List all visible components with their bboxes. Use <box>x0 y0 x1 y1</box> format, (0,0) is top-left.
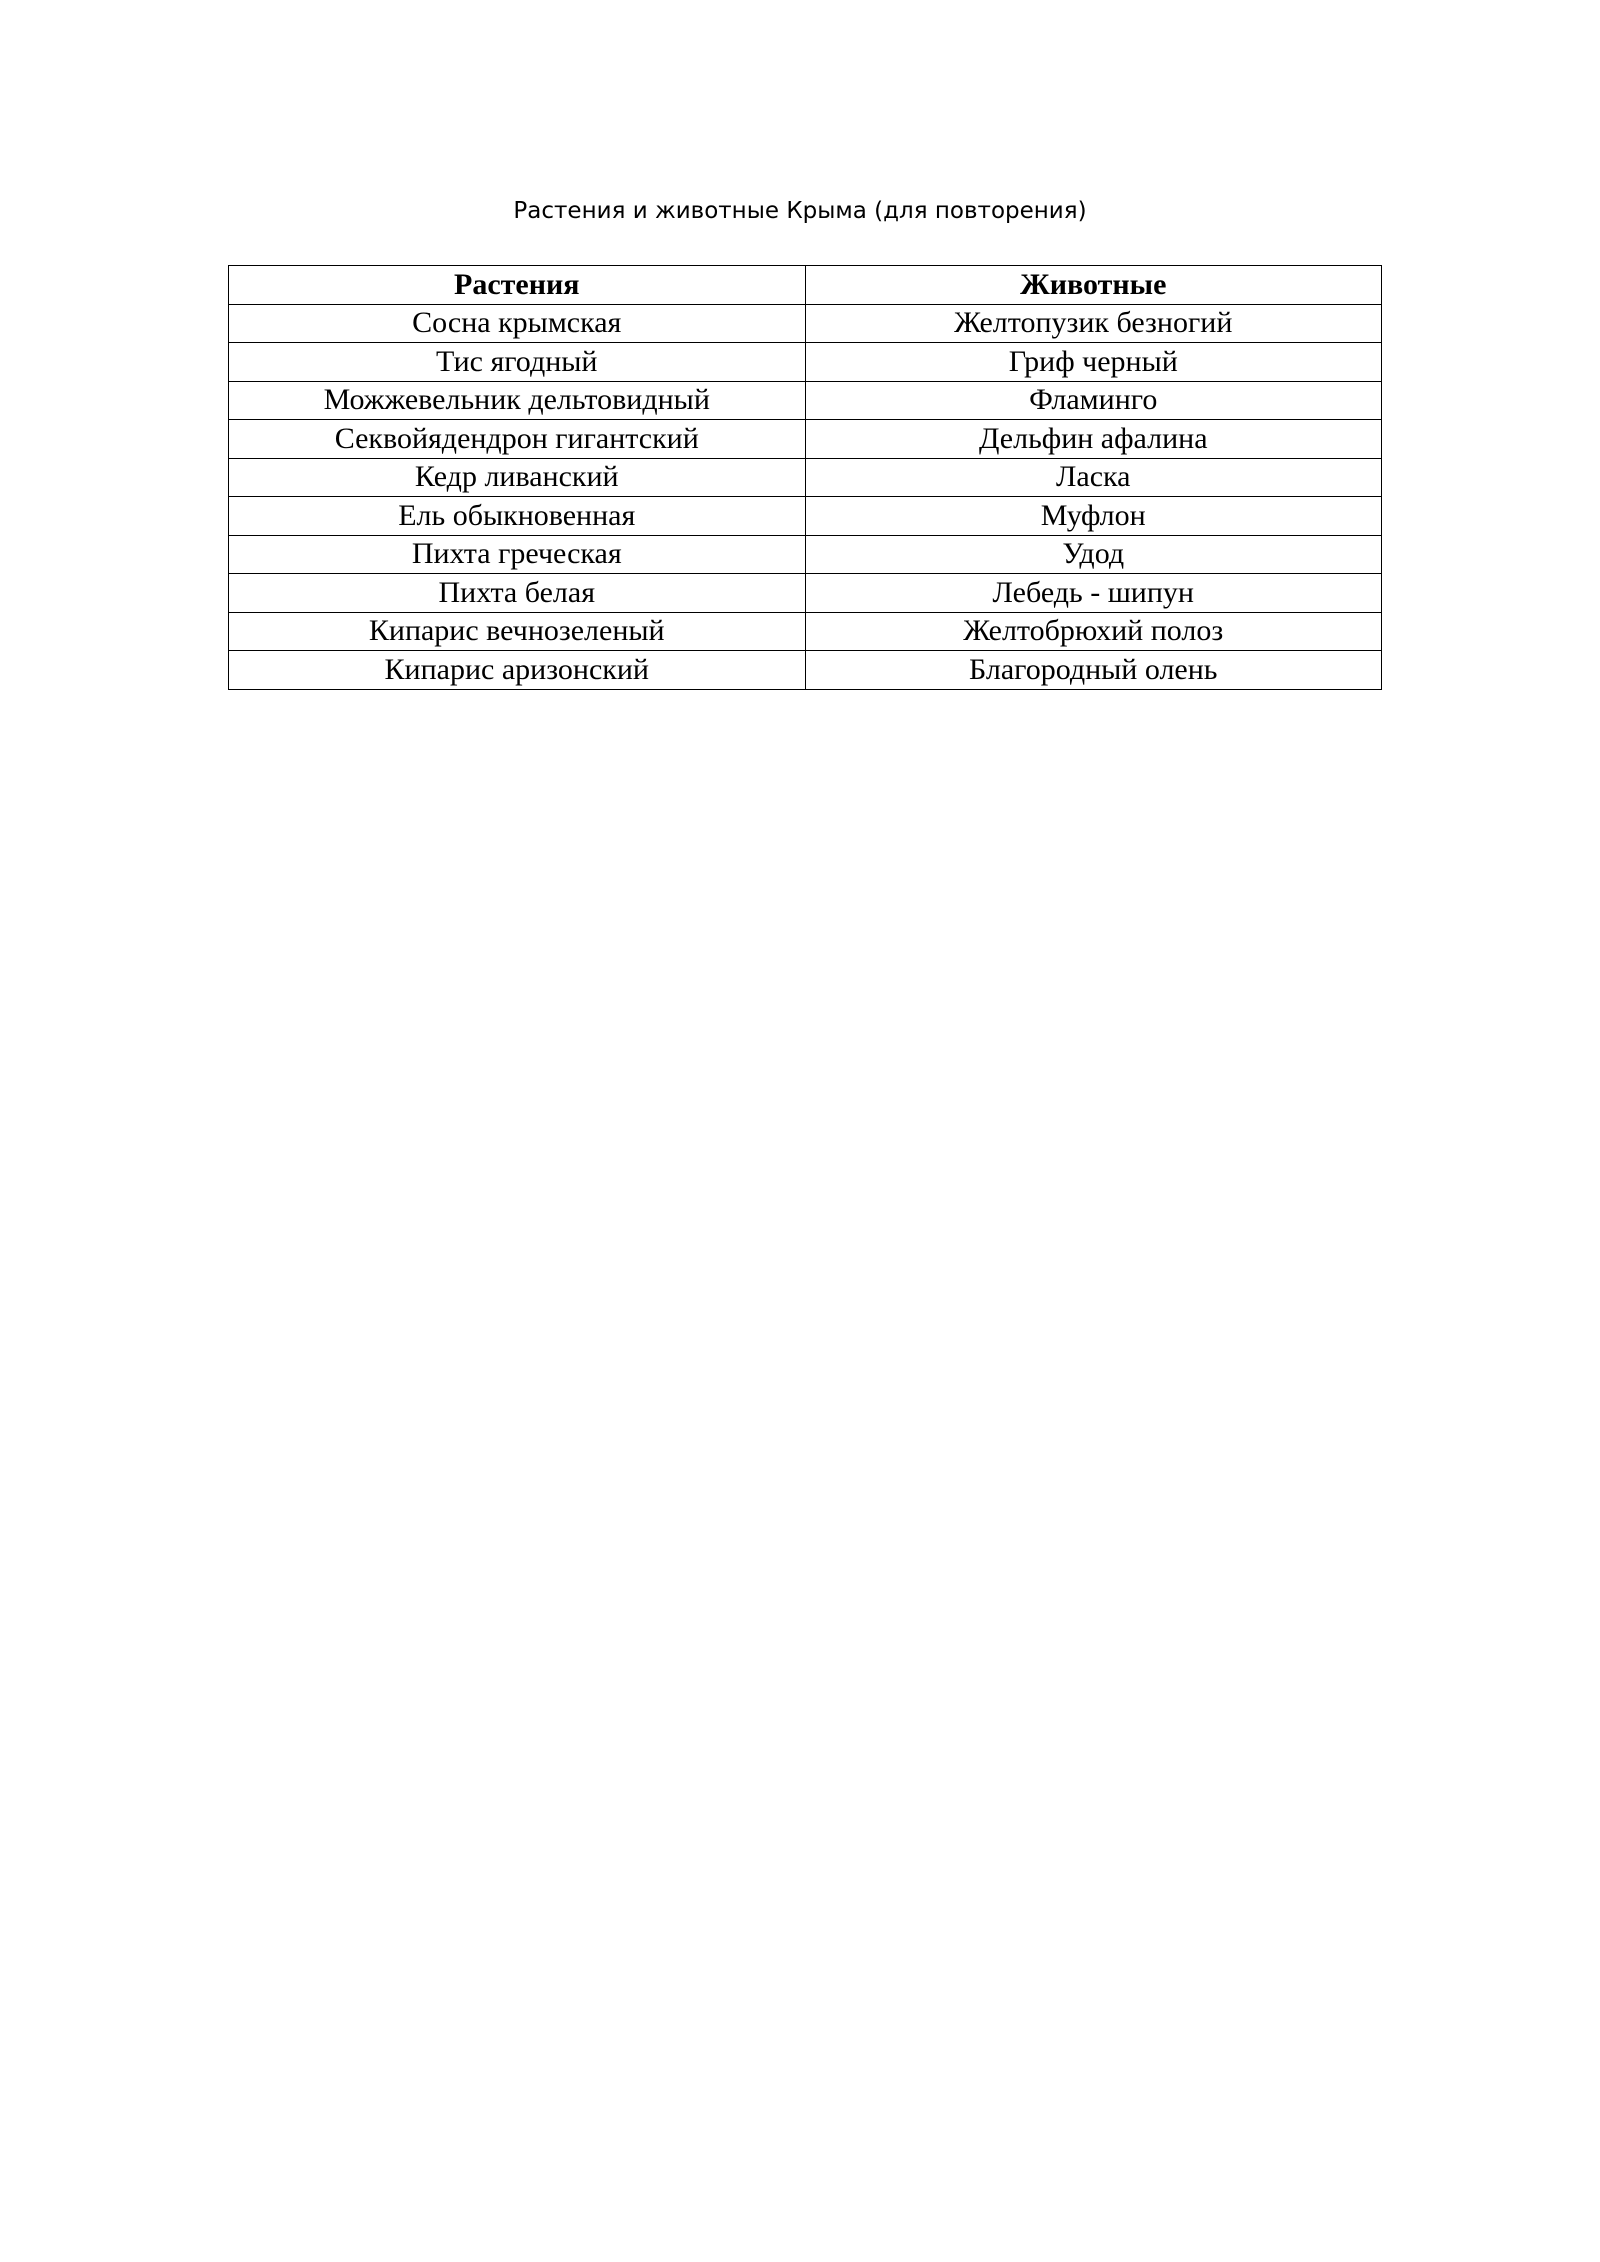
animal-cell: Благородный олень <box>805 651 1382 690</box>
plant-cell: Кедр ливанский <box>229 458 806 497</box>
animal-cell: Удод <box>805 535 1382 574</box>
header-animals: Животные <box>805 266 1382 305</box>
plant-cell: Пихта белая <box>229 574 806 613</box>
plant-cell: Ель обыкновенная <box>229 497 806 536</box>
plant-cell: Секвойядендрон гигантский <box>229 420 806 459</box>
table-row <box>229 304 1382 343</box>
animal-cell: Ласка <box>805 458 1382 497</box>
plant-cell: Сосна крымская <box>229 304 806 343</box>
table-row <box>229 497 1382 536</box>
animal-cell: Дельфин афалина <box>805 420 1382 459</box>
table-row <box>229 535 1382 574</box>
plant-cell: Тис ягодный <box>229 343 806 382</box>
plant-cell: Можжевельник дельтовидный <box>229 381 806 420</box>
table-row <box>229 612 1382 651</box>
plant-cell: Кипарис вечнозеленый <box>229 612 806 651</box>
table-row <box>229 651 1382 690</box>
table-header-row <box>229 266 1382 305</box>
animal-cell: Лебедь - шипун <box>805 574 1382 613</box>
table-row <box>229 458 1382 497</box>
table-row <box>229 574 1382 613</box>
animal-cell: Гриф черный <box>805 343 1382 382</box>
document-title: Растения и животные Крыма (для повторения) <box>513 198 1087 224</box>
plant-cell: Пихта греческая <box>229 535 806 574</box>
animal-cell: Фламинго <box>805 381 1382 420</box>
animal-cell: Желтобрюхий полоз <box>805 612 1382 651</box>
table-row <box>229 420 1382 459</box>
animal-cell: Желтопузик безногий <box>805 304 1382 343</box>
animal-cell: Муфлон <box>805 497 1382 536</box>
header-plants: Растения <box>229 266 806 305</box>
plant-cell: Кипарис аризонский <box>229 651 806 690</box>
species-table <box>228 265 1382 690</box>
table-row <box>229 381 1382 420</box>
table-row <box>229 343 1382 382</box>
